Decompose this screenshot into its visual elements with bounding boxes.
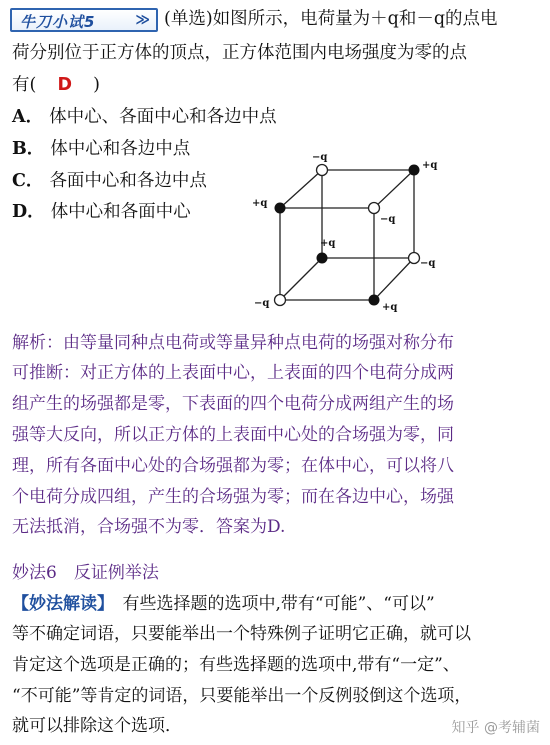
charge-bottom-front-left <box>275 295 286 306</box>
method-bracket-label: 【妙法解读】 <box>12 594 106 614</box>
method-line: 就可以排除这个选项． <box>12 716 182 736</box>
option-key: A． <box>12 107 44 127</box>
answer-bracket-open: 有( <box>12 75 37 95</box>
analysis-line: 理，所有各面中心处的合场强都为零；在体中心，可以将八 <box>12 456 454 476</box>
cube-diagram <box>240 148 450 318</box>
charge-bottom-front-right <box>369 295 380 306</box>
answer-bracket-close: ) <box>93 75 100 95</box>
charge-top-front-right <box>369 203 380 214</box>
method-line: “不可能”等肯定的词语，只要能举出一个反例驳倒这个选项， <box>12 686 472 706</box>
question-line-2: 荷分别位于正方体的顶点，正方体范围内电场强度为零的点 <box>12 43 467 63</box>
watermark: 知乎 @考辅菌 <box>451 720 540 736</box>
label-top-back-right: +q <box>422 160 438 171</box>
question-line-3 <box>12 72 100 98</box>
cube-edge <box>374 258 414 300</box>
analysis-line: 解析：由等量同种点电荷或等量异种点电荷的场强对称分布 <box>12 333 454 353</box>
option-d <box>12 199 191 225</box>
option-key: D． <box>12 202 45 222</box>
option-text: 体中心和各边中点 <box>50 139 191 159</box>
answer-letter: D <box>57 75 73 95</box>
label-bottom-front-left: −q <box>254 298 270 309</box>
charge-top-back-left <box>317 165 328 176</box>
label-bottom-back-left: +q <box>320 238 336 249</box>
method-title: 妙法6 反证例举法 <box>12 563 159 583</box>
charge-top-front-left <box>275 203 286 214</box>
method-line-1-text: 有些选择题的选项中,带有“可能”、“可以” <box>105 594 435 614</box>
option-key: C． <box>12 171 44 191</box>
charge-top-back-right <box>409 165 420 176</box>
charge-bottom-back-left <box>317 253 328 264</box>
label-bottom-front-right: +q <box>382 302 398 313</box>
label-top-back-left: −q <box>312 152 328 163</box>
option-text: 体中心和各面中心 <box>50 202 191 222</box>
method-line-1 <box>12 589 435 619</box>
method-line: 等不确定词语，只要能举出一个特殊例子证明它正确，就可以 <box>12 624 471 644</box>
analysis-line: 可推断：对正方体的上表面中心，上表面的四个电荷分成两 <box>12 363 454 383</box>
option-a <box>12 104 277 130</box>
analysis-line: 强等大反向，所以正方体的上表面中心处的合场强为零，同 <box>12 425 454 445</box>
double-chevron-icon: ≫ <box>135 12 150 28</box>
section-tag <box>10 8 158 32</box>
cube-edge <box>280 170 322 208</box>
label-top-front-right: −q <box>380 214 396 225</box>
method-line: 肯定这个选项是正确的；有些选择题的选项中,带有“一定”、 <box>12 655 460 675</box>
cube-edge <box>374 170 414 208</box>
option-b <box>12 136 190 162</box>
option-text: 各面中心和各边中点 <box>49 171 207 191</box>
option-key: B． <box>12 139 45 159</box>
cube-edge <box>280 258 322 300</box>
charge-bottom-back-right <box>409 253 420 264</box>
analysis-line: 组产生的场强都是零，下表面的四个电荷分成两组产生的场 <box>12 394 454 414</box>
question-line-1: (单选)如图所示，电荷量为＋q和－q的点电 <box>164 9 498 29</box>
option-c <box>12 168 207 194</box>
option-text: 体中心、各面中心和各边中点 <box>49 107 277 127</box>
label-bottom-back-right: −q <box>420 258 436 269</box>
analysis-line: 个电荷分成四组，产生的合场强为零；而在各边中心，场强 <box>12 487 454 507</box>
label-top-front-left: +q <box>252 198 268 209</box>
section-tag-label: 牛刀小试5 <box>20 13 96 31</box>
analysis-line: 无法抵消，合场强不为零．答案为D. <box>12 517 286 537</box>
